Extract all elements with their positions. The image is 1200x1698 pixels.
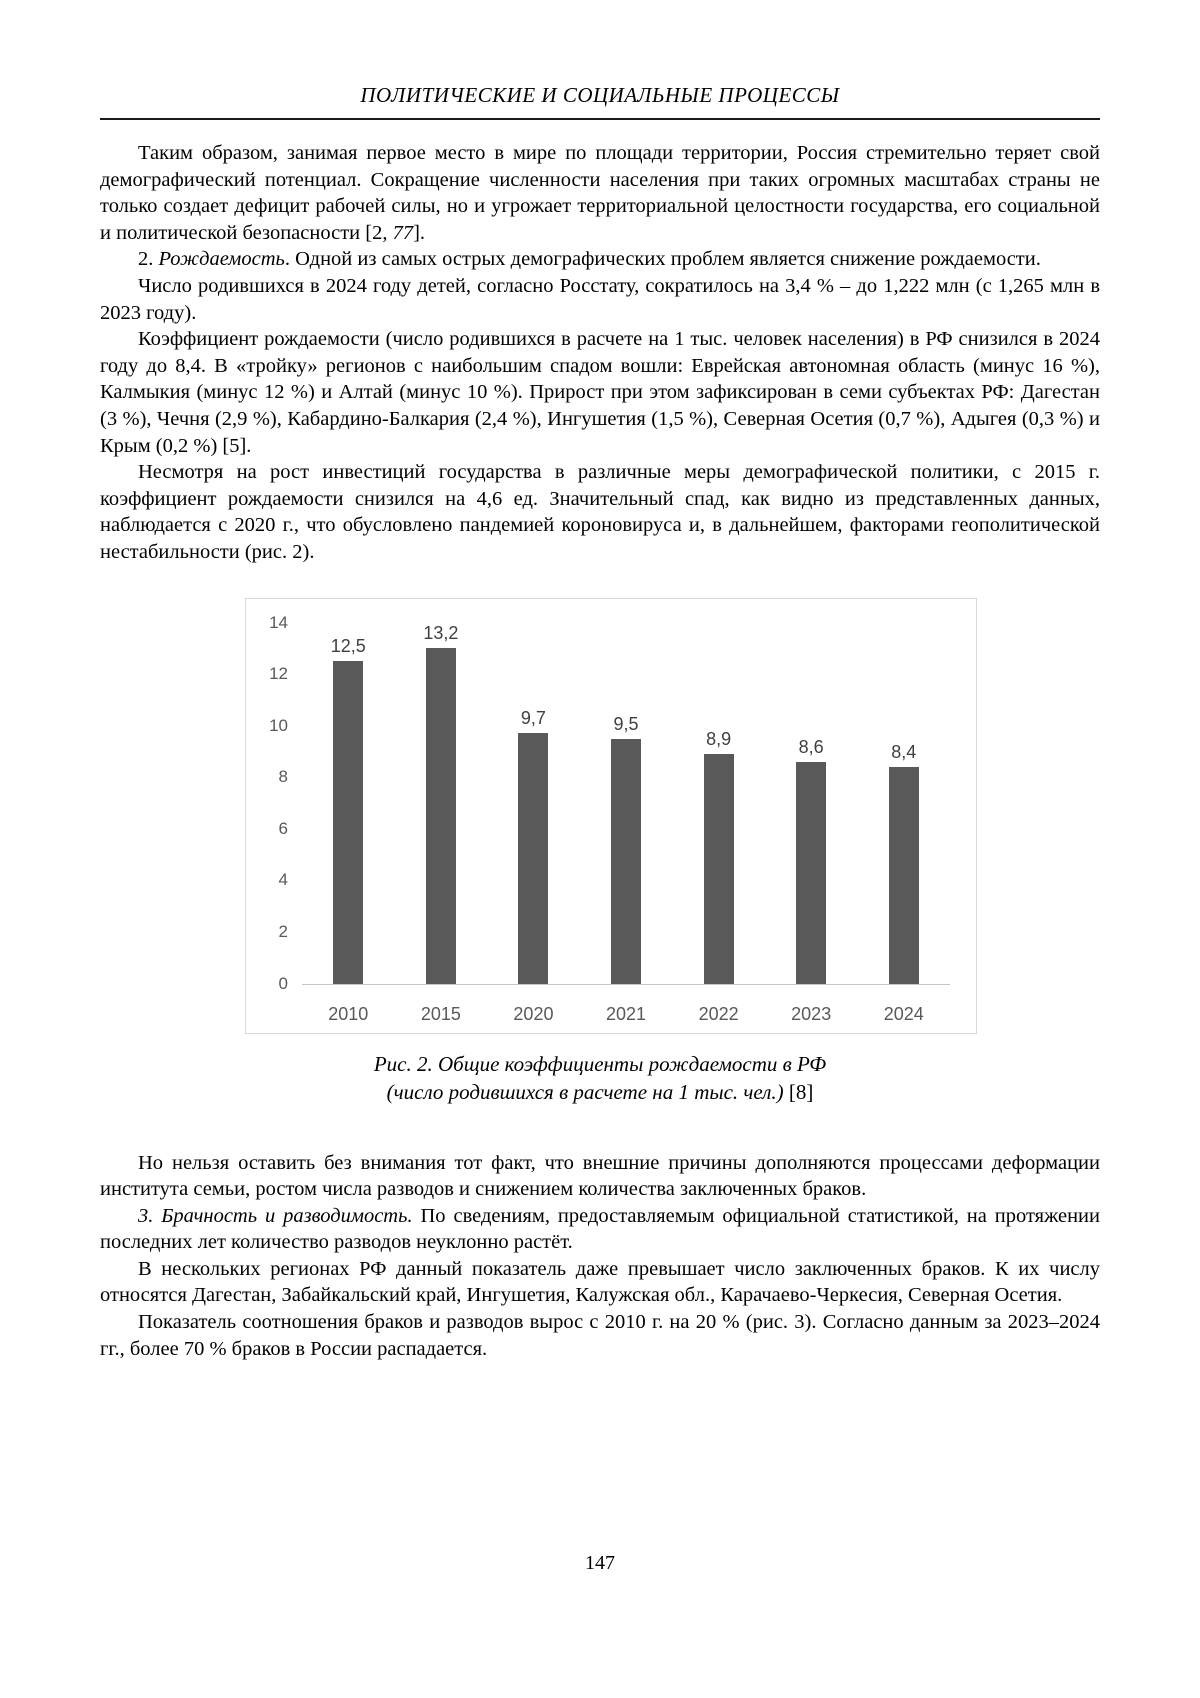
bar-value-label: 9,5 [613, 713, 639, 734]
paragraph [100, 1309, 1100, 1362]
bar-value-label: 8,9 [706, 729, 732, 750]
text-run: Таким образом, занимая первое место в мире по площади территории, Россия стремительно теряет свой демографический потенциал. Сокращение численности населения при таких огромных масштабах страны не только создает дефицит рабочей силы, но и угрожает территориальной целостности государства, его социальной и политической безопасности [2, [100, 142, 1100, 244]
text-run: ]. [413, 221, 426, 244]
paragraph [100, 326, 1100, 459]
text-run: По сведениям, предоставляемым официальной статистикой, на протяжении последних лет количество разводов неуклонно растёт. [100, 1204, 1100, 1254]
bar [796, 762, 826, 984]
x-axis-category-label: 2010 [328, 1003, 369, 1024]
figure-caption-line2 [100, 1078, 1100, 1106]
y-axis-tick-label: 14 [269, 612, 288, 632]
bar-cell [672, 623, 765, 984]
bar-value-label: 12,5 [330, 636, 366, 657]
bar-cell [487, 623, 580, 984]
bar [611, 739, 641, 984]
figure-caption-line2-italic: (число родившихся в расчете на 1 тыс. чел.) [386, 1079, 784, 1104]
text-run: Число родившихся в 2024 году детей, согласно Росстату, сократилось на 3,4 % – до 1,222 млн (с 1,265 млн в 2023 году). [100, 274, 1100, 324]
chart-plot-area [269, 612, 950, 993]
paragraph [100, 1150, 1100, 1203]
bar [889, 767, 919, 984]
italic-text-run: 3. Брачность и разводимость. [138, 1204, 413, 1227]
paragraph [100, 1256, 1100, 1309]
y-axis-tick-label: 2 [278, 921, 288, 941]
figure-caption-reference: [8] [783, 1079, 814, 1104]
x-axis-category-label: 2022 [698, 1003, 739, 1024]
text-run: В нескольких регионах РФ данный показатель даже превышает число заключенных браков. К их числу относятся Дагестан, Забайкальский край, Ингушетия, Калужская обл., Карачаево-Черкесия, Северная Осетия. [100, 1257, 1100, 1307]
bar-cell [857, 623, 950, 984]
text-run: Несмотря на рост инвестиций государства в различные меры демографической политики, с 2015 г. коэффициент рождаемости снизился на 4,6 ед. Значительный спад, как видно из представленных данных, наблюдается с 2020 г., что обусловлено пандемией короновируса и, в дальнейшем, факторами геополитической нестабильности (рис. 2). [100, 461, 1100, 563]
text-run: 2. [138, 248, 159, 271]
x-axis-category-label: 2023 [791, 1003, 832, 1024]
italic-text-run: Рождаемость [158, 248, 285, 271]
x-axis-category-label: 2020 [513, 1003, 554, 1024]
bar-value-label: 13,2 [423, 622, 459, 643]
birth-rate-bar-chart [245, 598, 977, 1034]
paragraph [100, 246, 1100, 273]
text-block-after-chart [100, 1150, 1100, 1363]
bar [518, 733, 548, 983]
bar-value-label: 8,4 [891, 741, 917, 762]
y-axis-tick-label: 10 [269, 715, 288, 735]
x-axis-category-label: 2024 [883, 1003, 924, 1024]
bar [333, 661, 363, 983]
x-axis-category-label: 2021 [606, 1003, 647, 1024]
y-axis-tick-label: 6 [278, 818, 288, 838]
text-block-before-chart [100, 140, 1100, 566]
paragraph [100, 140, 1100, 246]
bar-cell [302, 623, 395, 984]
text-run: Коэффициент рождаемости (число родившихся в расчете на 1 тыс. человек населения) в РФ снизился в 2024 году до 8,4. В «тройку» регионов с наибольшим спадом вошли: Еврейская автономная область (минус 16 %), Калмыкия (минус 12 %) и Алтай (минус 10 %). Прирост при этом зафиксирован в семи субъектах РФ: Дагестан (3 %), Чечня (2,9 %), Кабардино-Балкария (2,4 %), Ингушетия (1,5 %), Северная Осетия (0,7 %), Адыгея (0,3 %) и Крым (0,2 %) [5]. [100, 328, 1100, 457]
y-axis-tick-label: 4 [278, 870, 288, 890]
chart-bars [302, 623, 950, 984]
figure-caption [100, 1050, 1100, 1106]
bar [426, 648, 456, 984]
bar-value-label: 8,6 [798, 736, 824, 757]
y-axis-tick-label: 0 [278, 973, 288, 993]
x-axis-category-label: 2015 [420, 1003, 461, 1024]
running-head: ПОЛИТИЧЕСКИЕ И СОЦИАЛЬНЫЕ ПРОЦЕССЫ [100, 82, 1100, 120]
paragraph [100, 1203, 1100, 1256]
italic-text-run: 77 [392, 221, 414, 244]
y-axis-tick-label: 12 [269, 664, 288, 684]
bar-value-label: 9,7 [520, 708, 546, 729]
text-run: . Одной из самых острых демографических проблем является снижение рождаемости. [284, 248, 1041, 271]
text-run: Показатель соотношения браков и разводов вырос с 2010 г. на 20 % (рис. 3). Согласно данным за 2023–2024 гг., более 70 % браков в России распадается. [100, 1311, 1100, 1360]
bar-cell [765, 623, 858, 984]
bar [704, 754, 734, 983]
bar-cell [395, 623, 488, 984]
bar-cell [580, 623, 673, 984]
y-axis-tick-label: 8 [278, 767, 288, 787]
page-number: 147 [585, 1552, 615, 1574]
x-axis-labels [302, 1004, 950, 1025]
paragraph [100, 459, 1100, 565]
text-run: Но нельзя оставить без внимания тот факт, что внешние причины дополняются процессами деформации института семьи, ростом числа разводов и снижением количества заключенных браков. [100, 1151, 1100, 1201]
paragraph [100, 273, 1100, 326]
figure-caption-line1: Рис. 2. Общие коэффициенты рождаемости в РФ [373, 1051, 827, 1076]
